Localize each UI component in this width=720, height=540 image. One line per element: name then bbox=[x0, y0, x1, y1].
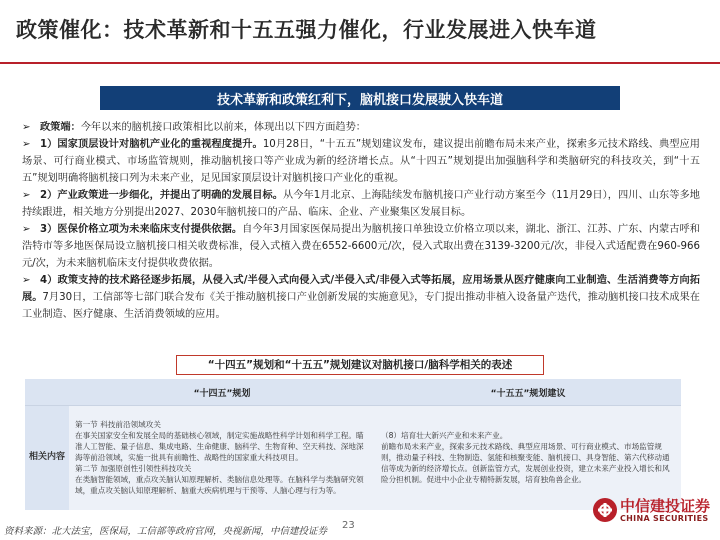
table-header-row bbox=[25, 379, 681, 406]
comparison-table bbox=[25, 379, 681, 510]
table-cell-14th-plan bbox=[69, 406, 375, 510]
arrow-bullet-icon: ➢ bbox=[22, 122, 31, 133]
title-divider bbox=[0, 62, 720, 64]
table-header-15th-plan: “十五五”规划建议 bbox=[375, 379, 681, 406]
table-caption: “十四五”规划和“十五五”规划建议对脑机接口/脑科学相关的表述 bbox=[176, 355, 544, 375]
bullet-intro-label: 政策端： bbox=[40, 122, 81, 133]
company-logo bbox=[592, 495, 714, 525]
bullet-3 bbox=[22, 221, 700, 272]
cell-line: 在类脑智能领域，重点攻关脑认知原理解析、类脑信息处理等。在脑科学与类脑研究领域，重点攻关脑认知原理解析、脑重大疾病机理与干预等、人脑心理与行为等。 bbox=[75, 475, 364, 496]
arrow-bullet-icon: ➢ bbox=[22, 224, 31, 235]
bullet-3-label: 3）医保价格立项为未来临床支付提供依据。 bbox=[40, 224, 243, 235]
bullet-4 bbox=[22, 272, 700, 323]
table-header-14th-plan: “十四五”规划 bbox=[69, 379, 375, 406]
section-banner bbox=[100, 86, 620, 110]
section-banner-text: 技术革新和政策红利下，脑机接口发展驶入快车道 bbox=[216, 93, 503, 108]
arrow-bullet-icon: ➢ bbox=[22, 275, 31, 286]
bullet-list bbox=[22, 119, 700, 323]
logo-text-en: CHINA SECURITIES bbox=[620, 514, 709, 523]
bullet-3-text: 自今年3月国家医保局提出为脑机接口单独设立价格立项以来，湖北、浙江、江苏、广东、内蒙古呼和浩特市等多地医保局设立脑机接口相关收费标准，侵入式植入费在6552-6600元/次，侵入式取出费在3139-3200元/次，非侵入式适配费在960-966元/次，为未来脑机临床支付提供收费依据。 bbox=[22, 224, 700, 269]
page-title: 政策催化：技术革新和十五五强力催化，行业发展进入快车道 bbox=[16, 18, 597, 42]
table-cell-15th-plan bbox=[375, 406, 681, 510]
bullet-2 bbox=[22, 187, 700, 221]
bullet-intro-text: 今年以来的脑机接口政策相比以前来，体现出以下四方面趋势： bbox=[80, 122, 366, 133]
bullet-4-text: 7月30日，工信部等七部门联合发布《关于推动脑机接口产业创新发展的实施意见》，专门提出推动非植入设备量产迭代，推动脑机接口技术成果在工业制造、医疗健康、生活消费领域的应用。 bbox=[22, 292, 700, 320]
bullet-2-label: 2）产业政策进一步细化，并提出了明确的发展目标。 bbox=[40, 190, 283, 201]
cell-line: 第一节 科技前沿领域攻关 bbox=[75, 420, 161, 430]
table-row bbox=[25, 406, 681, 510]
page-number: 23 bbox=[342, 520, 355, 531]
bullet-1-label: 1）国家顶层设计对脑机产业化的重视程度提升。 bbox=[40, 139, 263, 150]
table-row-label: 相关内容 bbox=[25, 406, 69, 510]
bullet-1-text: 10月28日，“十五五”规划建议发布，建议提出前瞻布局未来产业，探索多元技术路线、典型应用场景、可行商业模式、市场监管规则，推动脑机接口等产业成为新的经济增长点。从“十四五”规划提出加强脑科学和类脑研究的科技攻关，到“十五五”规划明确将脑机接口列为未来产业，足见国家顶层设计对脑机接口产业化的重视。 bbox=[22, 139, 700, 184]
logo-mark-icon bbox=[592, 497, 618, 523]
cell-line: 前瞻布局未来产业，探索多元技术路线、典型应用场景、可行商业模式、市场监管规则，推动量子科技、生物制造、氢能和核聚变能、脑机接口、具身智能、第六代移动通信等成为新的经济增长点。创新监管方式，发展创业投资，建立未来产业投入增长和风险分担机制。促进中小企业专精特新发展，培育独角兽企业。 bbox=[381, 442, 670, 485]
cell-line: 在事关国家安全和发展全局的基础核心领域，制定实施战略性科学计划和科学工程。瞄准人工智能、量子信息、集成电路、生命健康、脑科学、生物育种、空天科技、深地深海等前沿领域，实施一批具有前瞻性、战略性的国家重大科技项目。 bbox=[75, 431, 364, 463]
source-note: 资料来源：北大法宝，医保局，工信部等政府官网，央视新闻，中信建投证券 bbox=[4, 526, 328, 537]
bullet-intro bbox=[22, 119, 700, 136]
bullet-2-text: 从今年1月北京、上海陆续发布脑机接口产业行动方案至今（11月29日），四川、山东等多地持续跟进，相关地方分别提出2027、2030年脑机接口的产品、临床、企业、产业聚集区发展目标。 bbox=[22, 190, 700, 218]
cell-line: （8）培育壮大新兴产业和未来产业。 bbox=[381, 431, 508, 441]
bullet-1 bbox=[22, 136, 700, 187]
logo-text-cn: 中信建投证券 bbox=[620, 497, 711, 515]
cell-line: 第二节 加强原创性引领性科技攻关 bbox=[75, 464, 192, 474]
bullet-4-label: 4）政策支持的技术路径逐步拓展，从侵入式/半侵入式向侵入式/半侵入式/非侵入式等拓展，应用场景从医疗健康向工业制造、生活消费等方向拓展。 bbox=[22, 275, 700, 303]
arrow-bullet-icon: ➢ bbox=[22, 139, 31, 150]
table-header-empty bbox=[25, 379, 69, 406]
arrow-bullet-icon: ➢ bbox=[22, 190, 31, 201]
